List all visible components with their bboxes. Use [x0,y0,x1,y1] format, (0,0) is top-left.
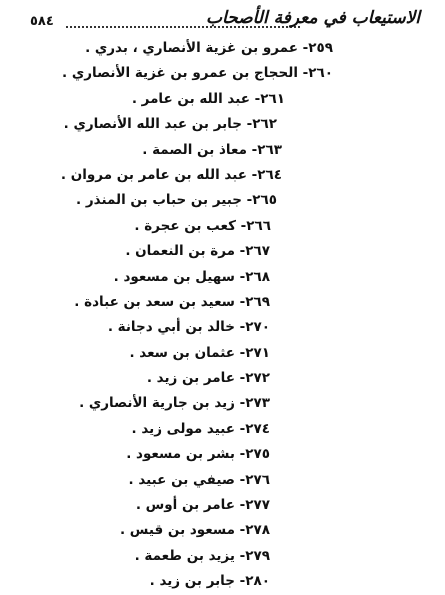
list-item: ٢٧٥- بشر بن مسعود . [126,446,270,463]
list-item: ٢٦٤- عبد الله بن عامر بن مروان . [60,166,282,183]
list-item: ٢٧٤- عبيد مولى زيد . [131,420,270,437]
page-header [30,6,420,32]
list-item: ٢٥٩- عمرو بن غزية الأنصاري ، بدري . [85,40,333,56]
list-item: ٢٦١- عبد الله بن عامر . [131,90,285,107]
list-item: ٢٦٧- مرة بن النعمان . [125,243,270,260]
list-item: ٢٦٦- كعب بن عجرة . [134,217,271,234]
list-item: ٢٦٣- معاذ بن الصمة . [142,141,282,158]
list-item: ٢٨٠- جابر بن زيد . [149,573,270,590]
list-item: ٢٧٣- زيد بن جارية الأنصاري . [79,395,270,412]
book-title: الاستيعاب في معرفة الأصحاب [206,8,420,28]
list-item: ٢٧٦- صيفي بن عبيد . [128,471,270,488]
list-item: ٢٧١- عثمان بن سعد . [129,344,270,361]
list-item: ٢٧٩- يزيد بن طعمة . [134,547,270,564]
list-item: ٢٦٥- جبير بن حباب بن المنذر . [76,192,277,209]
list-item: ٢٧٠- خالد بن أبي دجانة . [107,319,270,336]
list-item: ٢٦٠- الحجاج بن عمرو بن غزية الأنصاري . [62,65,333,82]
list-item: ٢٦٢- جابر بن عبد الله الأنصاري . [63,116,277,133]
list-item: ٢٧٨- مسعود بن قيس . [119,522,270,539]
list-item: ٢٧٧- عامر بن أوس . [135,497,270,514]
list-item: ٢٦٨- سهيل بن مسعود . [113,268,270,285]
page-number: ٥٨٤ [30,14,54,29]
list-item: ٢٧٢- عامر بن زيد . [146,370,270,387]
entry-list [0,36,445,595]
list-item: ٢٦٩- سعيد بن سعد بن عبادة . [74,293,270,310]
